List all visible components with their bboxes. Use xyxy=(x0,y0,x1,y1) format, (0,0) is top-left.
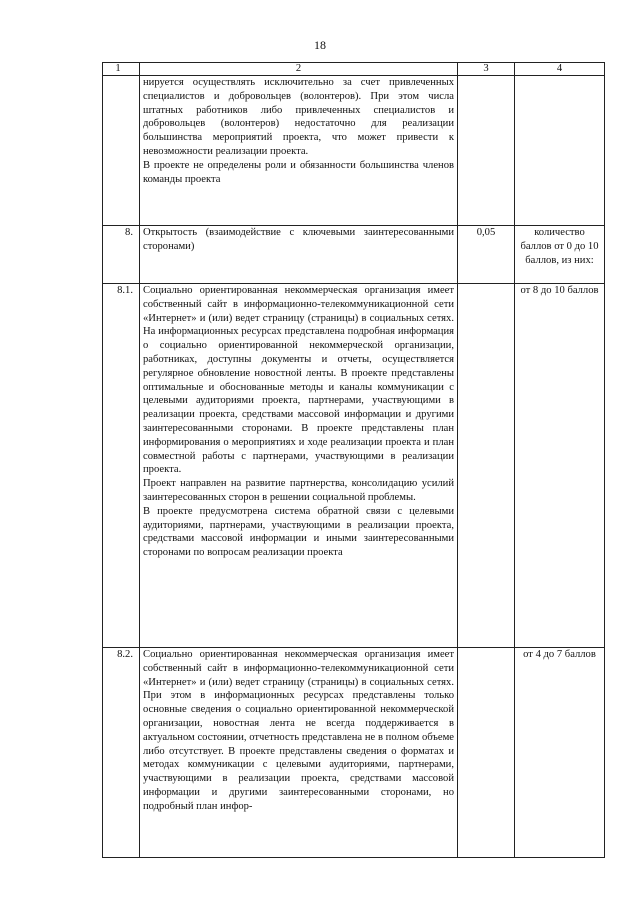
header-col-3: 3 xyxy=(458,63,515,76)
table-row xyxy=(103,648,605,858)
table-row xyxy=(103,284,605,648)
criterion-text xyxy=(140,76,458,226)
table-header-row xyxy=(103,63,605,76)
criterion-paragraph: В проекте предусмотрена система обратной связи с целевыми аудиториями, партнерами, участвующими в реализации проекта, средствами массовой информации и иными заинтересованными сторонами по вопросам реализации проекта xyxy=(143,505,454,559)
criterion-paragraph: Открытость (взаимодействие с ключевыми заинтересованными сторонами) xyxy=(143,227,454,252)
criterion-paragraph: Социально ориентированная некоммерческая организация имеет собственный сайт в информационно-телекоммуникационной сети «Интернет» и (или) ведет страницу (страницы) в социальных сетях. При этом в информационных ресурсах представлены только основные сведения о социально ориентированной некоммерческой организации, новостная лента не всегда поддерживается в актуальном состоянии, отчетность представлена не в полном объеме либо отсутствует. В проекте представлены сведения о форматах и методах коммуникации с целевыми аудиториями, партнерами, участвующими в реализации проекта, средствами массовой информации и другими заинтересованными сторонами, но подробный план инфор- xyxy=(143,649,454,812)
criterion-paragraph: нируется осуществлять исключительно за счет привлеченных специалистов и добровольцев (волонтеров). При этом числа штатных работников либо привлеченных специалистов и добровольцев (волонтеров) недостаточно для реализации большинства мероприятий проекта, что может привести к невозможности реализации проекта. xyxy=(143,77,454,157)
table-row xyxy=(103,226,605,284)
criterion-paragraph: Социально ориентированная некоммерческая организация имеет собственный сайт в информационно-телекоммуникационной сети «Интернет» и (или) ведет страницу (страницы) в социальных сетях. На информационных ресурсах представлена подробная информация о социально ориентированной некоммерческой организации, работниках, доступны документы и отчеты, осуществляется регулярное обновление новостной ленты. В проекте представлены оптимальные и обоснованные методы и каналы коммуникации с целевыми аудиториями проекта, партнерами, участвующими в реализации проекта, средствами массовой информации и другими заинтересованными сторонами. В проекте представлены план информирования о мероприятиях и ходе реализации проекта и план совместной работы с партнерами, участвующими в реализации проекта. xyxy=(143,285,454,476)
row-number: 8. xyxy=(103,226,140,284)
weight-cell xyxy=(458,76,515,226)
page-number: 18 xyxy=(314,38,326,52)
header-col-1: 1 xyxy=(103,63,140,76)
header-col-4: 4 xyxy=(515,63,605,76)
criterion-text xyxy=(140,648,458,858)
row-number xyxy=(103,76,140,226)
weight-cell xyxy=(458,284,515,648)
score-cell xyxy=(515,76,605,226)
criterion-paragraph: В проекте не определены роли и обязанности большинства членов команды проекта xyxy=(143,159,454,185)
weight-cell xyxy=(458,648,515,858)
criteria-table xyxy=(102,62,605,858)
score-cell: количество баллов от 0 до 10 баллов, из них: xyxy=(515,226,605,284)
weight-cell: 0,05 xyxy=(458,226,515,284)
score-cell: от 8 до 10 баллов xyxy=(515,284,605,648)
header-col-2: 2 xyxy=(140,63,458,76)
score-cell: от 4 до 7 баллов xyxy=(515,648,605,858)
criterion-paragraph: Проект направлен на развитие партнерства, консолидацию усилий заинтересованных сторон в решении социальной проблемы. xyxy=(143,478,454,503)
criterion-text xyxy=(140,226,458,284)
criterion-text xyxy=(140,284,458,648)
row-number: 8.2. xyxy=(103,648,140,858)
row-number: 8.1. xyxy=(103,284,140,648)
table-row xyxy=(103,76,605,226)
